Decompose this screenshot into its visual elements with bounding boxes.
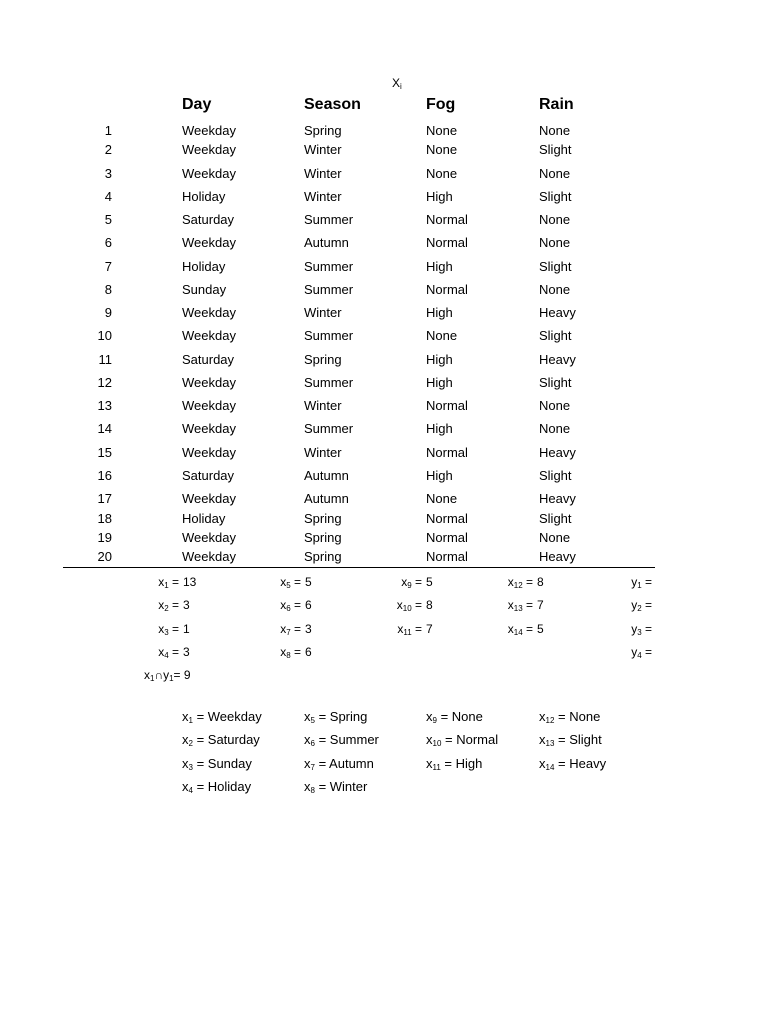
legend-text: = Holiday (192, 779, 252, 794)
legend-entry (304, 756, 374, 772)
row-number: 17 (97, 491, 112, 506)
count-equals: = (641, 622, 652, 636)
table-title-base: X (392, 76, 401, 90)
row-number: 7 (104, 259, 112, 274)
legend-text: = Slight (554, 732, 602, 747)
cell-day: Saturday (182, 468, 235, 483)
cell-fog: Normal (426, 511, 468, 526)
cell-day: Saturday (182, 352, 235, 367)
cell-rain: None (539, 212, 571, 227)
cell-season: Summer (304, 282, 354, 297)
row-number: 5 (104, 212, 112, 227)
cell-season: Spring (304, 511, 342, 526)
legend-var: x (182, 756, 189, 771)
count-var: x (396, 598, 403, 612)
cell-day: Weekday (182, 328, 236, 343)
cell-season: Spring (304, 352, 342, 367)
count-var: y (631, 598, 638, 612)
count-var: x (507, 622, 514, 636)
count-label (508, 575, 533, 589)
count-var: x (158, 598, 165, 612)
header-fog: Fog (426, 96, 456, 113)
count-var-sub: 3 (164, 628, 169, 637)
table-title-sub: i (400, 82, 402, 91)
legend-text: = Autumn (314, 756, 374, 771)
cell-rain: None (539, 282, 571, 297)
cell-season: Summer (304, 375, 354, 390)
count-value: 8 (537, 575, 544, 589)
legend-var: x (182, 732, 189, 747)
count-var: x (397, 622, 404, 636)
cell-season: Autumn (304, 491, 349, 506)
row-number: 16 (97, 468, 112, 483)
count-equals: = (168, 645, 179, 659)
cell-day: Sunday (182, 282, 227, 297)
count-label (631, 645, 652, 659)
count-var-sub: 10 (402, 604, 412, 613)
count-equals: = (290, 622, 301, 636)
legend-text: = Spring (314, 709, 368, 724)
legend-text: = Heavy (554, 756, 607, 771)
count-var-sub: 4 (164, 651, 169, 660)
legend-var: x (426, 732, 433, 747)
cell-fog: High (426, 375, 453, 390)
cell-season: Summer (304, 328, 354, 343)
cell-day: Weekday (182, 235, 236, 250)
count-value: 5 (537, 622, 544, 636)
row-number: 6 (104, 235, 112, 250)
count-var: x (507, 598, 514, 612)
cell-fog: High (426, 189, 453, 204)
legend-entry (304, 709, 367, 725)
count-var-sub: 2 (164, 604, 169, 613)
row-number: 14 (97, 421, 112, 436)
count-value: 6 (305, 598, 312, 612)
legend-var-sub: 5 (310, 716, 315, 725)
table-title (392, 76, 402, 90)
legend-entry (539, 709, 600, 725)
cell-day: Weekday (182, 398, 236, 413)
legend-var-sub: 10 (432, 739, 442, 748)
cell-rain: None (539, 421, 571, 436)
count-value: 8 (426, 598, 433, 612)
legend-var-sub: 3 (188, 763, 193, 772)
legend-var-sub: 11 (432, 763, 441, 772)
cell-rain: Slight (539, 189, 572, 204)
count-var-sub: 5 (286, 581, 291, 590)
intersection-op: ∩ (154, 668, 164, 682)
intersection-a: x (144, 668, 150, 682)
count-label (631, 598, 652, 612)
legend-var: x (304, 779, 311, 794)
count-value: 3 (183, 645, 190, 659)
count-var-sub: 7 (286, 628, 291, 637)
count-label (280, 598, 301, 612)
legend-var-sub: 9 (432, 716, 437, 725)
cell-rain: Slight (539, 142, 572, 157)
cell-season: Autumn (304, 235, 349, 250)
cell-fog: Normal (426, 282, 468, 297)
count-label (158, 575, 179, 589)
cell-rain: Heavy (539, 445, 576, 460)
legend-var: x (304, 732, 311, 747)
cell-season: Winter (304, 305, 342, 320)
legend-var-sub: 1 (188, 716, 193, 725)
cell-rain: Heavy (539, 352, 576, 367)
count-equals: = (641, 598, 652, 612)
count-label (280, 645, 301, 659)
count-var: x (280, 598, 287, 612)
cell-day: Holiday (182, 511, 226, 526)
row-number: 13 (97, 398, 112, 413)
count-equals: = (411, 598, 422, 612)
cell-fog: High (426, 259, 453, 274)
legend-var-sub: 7 (310, 763, 315, 772)
cell-season: Winter (304, 445, 342, 460)
cell-rain: Slight (539, 328, 572, 343)
cell-day: Weekday (182, 375, 236, 390)
legend-var-sub: 13 (545, 739, 555, 748)
cell-fog: Normal (426, 445, 468, 460)
count-equals: = (411, 622, 422, 636)
count-value: 3 (305, 622, 312, 636)
cell-rain: Heavy (539, 549, 576, 564)
header-day: Day (182, 96, 212, 113)
cell-season: Spring (304, 530, 342, 545)
count-equals: = (641, 645, 652, 659)
legend-text: = None (554, 709, 601, 724)
count-value: 7 (537, 598, 544, 612)
legend-text: = Summer (314, 732, 379, 747)
cell-fog: None (426, 123, 458, 138)
cell-day: Holiday (182, 259, 226, 274)
cell-fog: None (426, 491, 458, 506)
count-var-sub: 9 (407, 581, 412, 590)
cell-season: Summer (304, 421, 354, 436)
cell-rain: None (539, 123, 571, 138)
count-var-sub: 1 (637, 581, 642, 590)
legend-var: x (182, 709, 189, 724)
legend-text: = Saturday (192, 732, 260, 747)
intersection-b: y (163, 668, 170, 682)
count-label (631, 622, 652, 636)
row-number: 11 (98, 352, 112, 367)
cell-day: Weekday (182, 142, 236, 157)
legend-var: x (539, 709, 546, 724)
count-value: 5 (426, 575, 433, 589)
legend-var-sub: 12 (545, 716, 555, 725)
count-equals: = (290, 645, 301, 659)
count-label (280, 622, 301, 636)
count-var-sub: 11 (403, 628, 412, 637)
header-rain: Rain (539, 96, 574, 113)
count-label (397, 622, 422, 636)
count-var: x (280, 645, 287, 659)
count-equals: = (168, 622, 179, 636)
legend-text: = None (436, 709, 483, 724)
cell-fog: Normal (426, 235, 468, 250)
count-value: 13 (183, 575, 197, 589)
row-number: 15 (97, 445, 112, 460)
cell-day: Saturday (182, 212, 235, 227)
row-number: 10 (97, 328, 112, 343)
count-var-sub: 12 (513, 581, 523, 590)
legend-entry (426, 709, 483, 725)
count-var-sub: 2 (637, 604, 642, 613)
legend-entry (539, 732, 602, 748)
legend-entry (426, 732, 498, 748)
count-value: 6 (305, 645, 312, 659)
cell-rain: Heavy (539, 491, 576, 506)
header-season: Season (304, 96, 361, 113)
legend-var-sub: 4 (188, 786, 193, 795)
row-number: 8 (104, 282, 112, 297)
count-var: x (280, 575, 287, 589)
row-number: 18 (97, 511, 112, 526)
count-var: x (158, 645, 165, 659)
cell-fog: None (426, 166, 458, 181)
cell-season: Spring (304, 123, 342, 138)
count-label (397, 598, 422, 612)
legend-text: = Sunday (192, 756, 252, 771)
count-var-sub: 8 (286, 651, 291, 660)
legend-text: = High (440, 756, 483, 771)
count-var: x (507, 575, 514, 589)
row-number: 3 (104, 166, 112, 181)
count-var: y (631, 622, 638, 636)
intersection-a-sub: 1 (150, 674, 155, 683)
row-number: 1 (104, 123, 112, 138)
cell-rain: Slight (539, 511, 572, 526)
cell-season: Winter (304, 142, 342, 157)
cell-rain: Slight (539, 375, 572, 390)
cell-day: Weekday (182, 166, 236, 181)
row-number: 19 (97, 530, 112, 545)
count-label (401, 575, 422, 589)
count-label (280, 575, 301, 589)
count-equals: = (522, 622, 533, 636)
legend-var: x (539, 756, 546, 771)
count-var-sub: 6 (286, 604, 291, 613)
legend-entry (182, 732, 260, 748)
row-number: 2 (104, 142, 112, 157)
legend-var: x (426, 709, 433, 724)
legend-var-sub: 6 (310, 739, 315, 748)
count-label (508, 622, 533, 636)
count-value: 1 (183, 622, 190, 636)
cell-season: Autumn (304, 468, 349, 483)
count-equals: = (641, 575, 652, 589)
intersection-count (144, 668, 191, 682)
cell-rain: Slight (539, 468, 572, 483)
cell-fog: None (426, 328, 458, 343)
count-var-sub: 1 (164, 581, 169, 590)
count-label (508, 598, 533, 612)
cell-rain: Slight (539, 259, 572, 274)
count-equals: = (411, 575, 422, 589)
cell-season: Winter (304, 398, 342, 413)
legend-entry (182, 756, 252, 772)
legend-var: x (304, 756, 311, 771)
legend-var: x (426, 756, 433, 771)
count-var-sub: 13 (513, 604, 523, 613)
cell-rain: None (539, 398, 571, 413)
cell-day: Weekday (182, 445, 236, 460)
count-var: x (401, 575, 408, 589)
count-var: x (158, 622, 165, 636)
cell-day: Weekday (182, 421, 236, 436)
count-equals: = (290, 598, 301, 612)
cell-rain: Heavy (539, 305, 576, 320)
intersection-b-sub: 1 (169, 674, 174, 683)
cell-season: Summer (304, 259, 354, 274)
intersection-equals: = (173, 668, 181, 682)
legend-var: x (539, 732, 546, 747)
legend-var: x (304, 709, 311, 724)
cell-season: Winter (304, 189, 342, 204)
cell-day: Weekday (182, 491, 236, 506)
cell-fog: Normal (426, 398, 468, 413)
count-value: 5 (305, 575, 312, 589)
legend-entry (182, 779, 251, 795)
cell-day: Holiday (182, 189, 226, 204)
cell-season: Spring (304, 549, 342, 564)
divider-line (63, 567, 655, 568)
legend-var-sub: 2 (188, 739, 193, 748)
count-var: y (631, 645, 638, 659)
cell-fog: Normal (426, 212, 468, 227)
cell-season: Summer (304, 212, 354, 227)
cell-day: Weekday (182, 549, 236, 564)
cell-fog: High (426, 305, 453, 320)
count-var: y (631, 575, 638, 589)
row-number: 4 (104, 189, 112, 204)
cell-fog: Normal (426, 549, 468, 564)
cell-fog: High (426, 468, 453, 483)
count-label (158, 622, 179, 636)
count-var-sub: 3 (637, 628, 642, 637)
count-equals: = (522, 575, 533, 589)
legend-var: x (182, 779, 189, 794)
count-var: x (158, 575, 165, 589)
legend-text: = Winter (314, 779, 368, 794)
count-equals: = (290, 575, 301, 589)
count-label (631, 575, 652, 589)
cell-fog: None (426, 142, 458, 157)
row-number: 9 (104, 305, 112, 320)
cell-fog: High (426, 352, 453, 367)
legend-entry (539, 756, 606, 772)
count-var-sub: 14 (513, 628, 523, 637)
count-label (158, 645, 179, 659)
legend-text: = Normal (441, 732, 499, 747)
cell-fog: High (426, 421, 453, 436)
legend-var-sub: 8 (310, 786, 315, 795)
cell-season: Winter (304, 166, 342, 181)
cell-fog: Normal (426, 530, 468, 545)
cell-rain: None (539, 235, 571, 250)
row-number: 12 (97, 375, 112, 390)
legend-entry (304, 732, 379, 748)
legend-text: = Weekday (192, 709, 262, 724)
count-value: 7 (426, 622, 433, 636)
legend-entry (182, 709, 262, 725)
count-equals: = (168, 598, 179, 612)
legend-entry (426, 756, 482, 772)
cell-rain: None (539, 166, 571, 181)
count-equals: = (168, 575, 179, 589)
cell-rain: None (539, 530, 571, 545)
intersection-value: 9 (183, 668, 191, 682)
count-equals: = (522, 598, 533, 612)
count-var-sub: 4 (637, 651, 642, 660)
cell-day: Weekday (182, 305, 236, 320)
cell-day: Weekday (182, 123, 236, 138)
row-number: 20 (97, 549, 112, 564)
cell-day: Weekday (182, 530, 236, 545)
legend-entry (304, 779, 367, 795)
count-label (158, 598, 179, 612)
count-value: 3 (183, 598, 190, 612)
count-var: x (280, 622, 287, 636)
legend-var-sub: 14 (545, 763, 555, 772)
